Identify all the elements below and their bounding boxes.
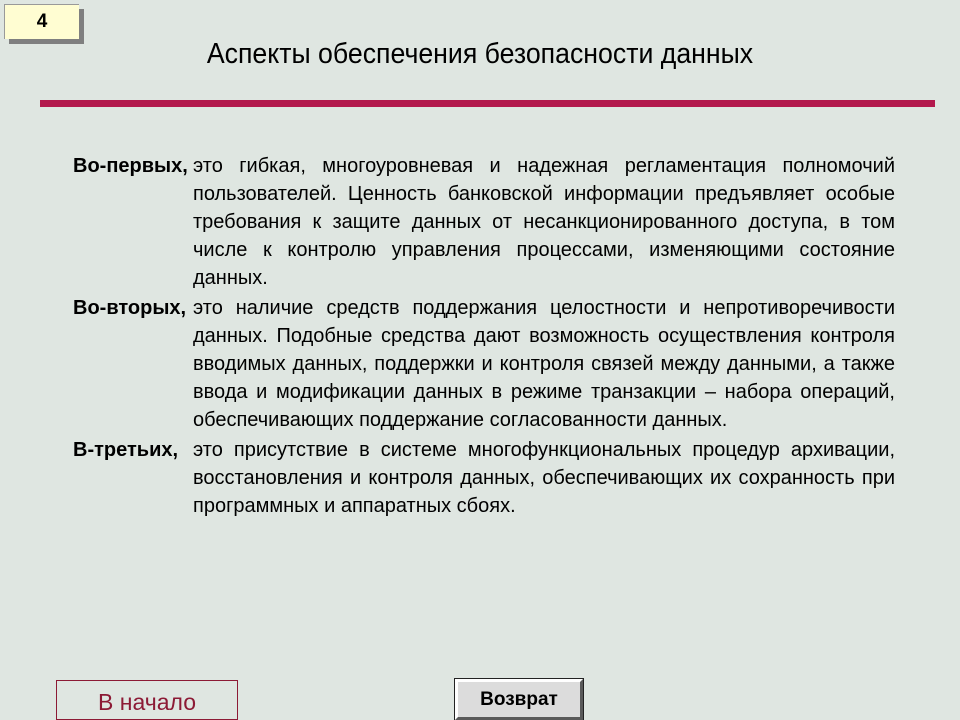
item-term: Во-вторых, xyxy=(73,297,187,319)
slide-content xyxy=(73,152,895,522)
slide-number: 4 xyxy=(36,11,48,32)
back-button[interactable] xyxy=(455,679,583,720)
list-item-first xyxy=(73,152,895,292)
title-divider xyxy=(40,100,935,107)
item-text: это присутствие в системе многофункциональных процедур архивации, восстановления и контроля данных, обеспечивающих их сохранность при программных и аппаратных сбоях. xyxy=(193,439,895,517)
page-title: Аспекты обеспечения безопасности данных xyxy=(206,38,754,70)
home-button-label: В начало xyxy=(98,688,196,715)
item-term: Во-первых, xyxy=(73,155,188,177)
item-text: это гибкая, многоуровневая и надежная регламентация полномочий пользователей. Ценность банковской информации предъявляет особые требования к защите данных от несанкционированного доступа, в том числе к контролю управления процессами, изменяющими состояние данных. xyxy=(193,155,895,289)
list-item-third xyxy=(73,436,895,520)
item-text: это наличие средств поддержания целостности и непротиворечивости данных. Подобные средства дают возможность осуществления контроля вводимых данных, поддержки и контроля связей между данными, а также ввода и модификации данных в режиме транзакции – набора операций, обеспечивающих поддержание согласованности данных. xyxy=(193,297,895,431)
item-term: В-третьих, xyxy=(73,439,179,461)
back-button-label: Возврат xyxy=(480,688,558,710)
list-item-second xyxy=(73,294,895,434)
home-button[interactable] xyxy=(56,680,238,720)
